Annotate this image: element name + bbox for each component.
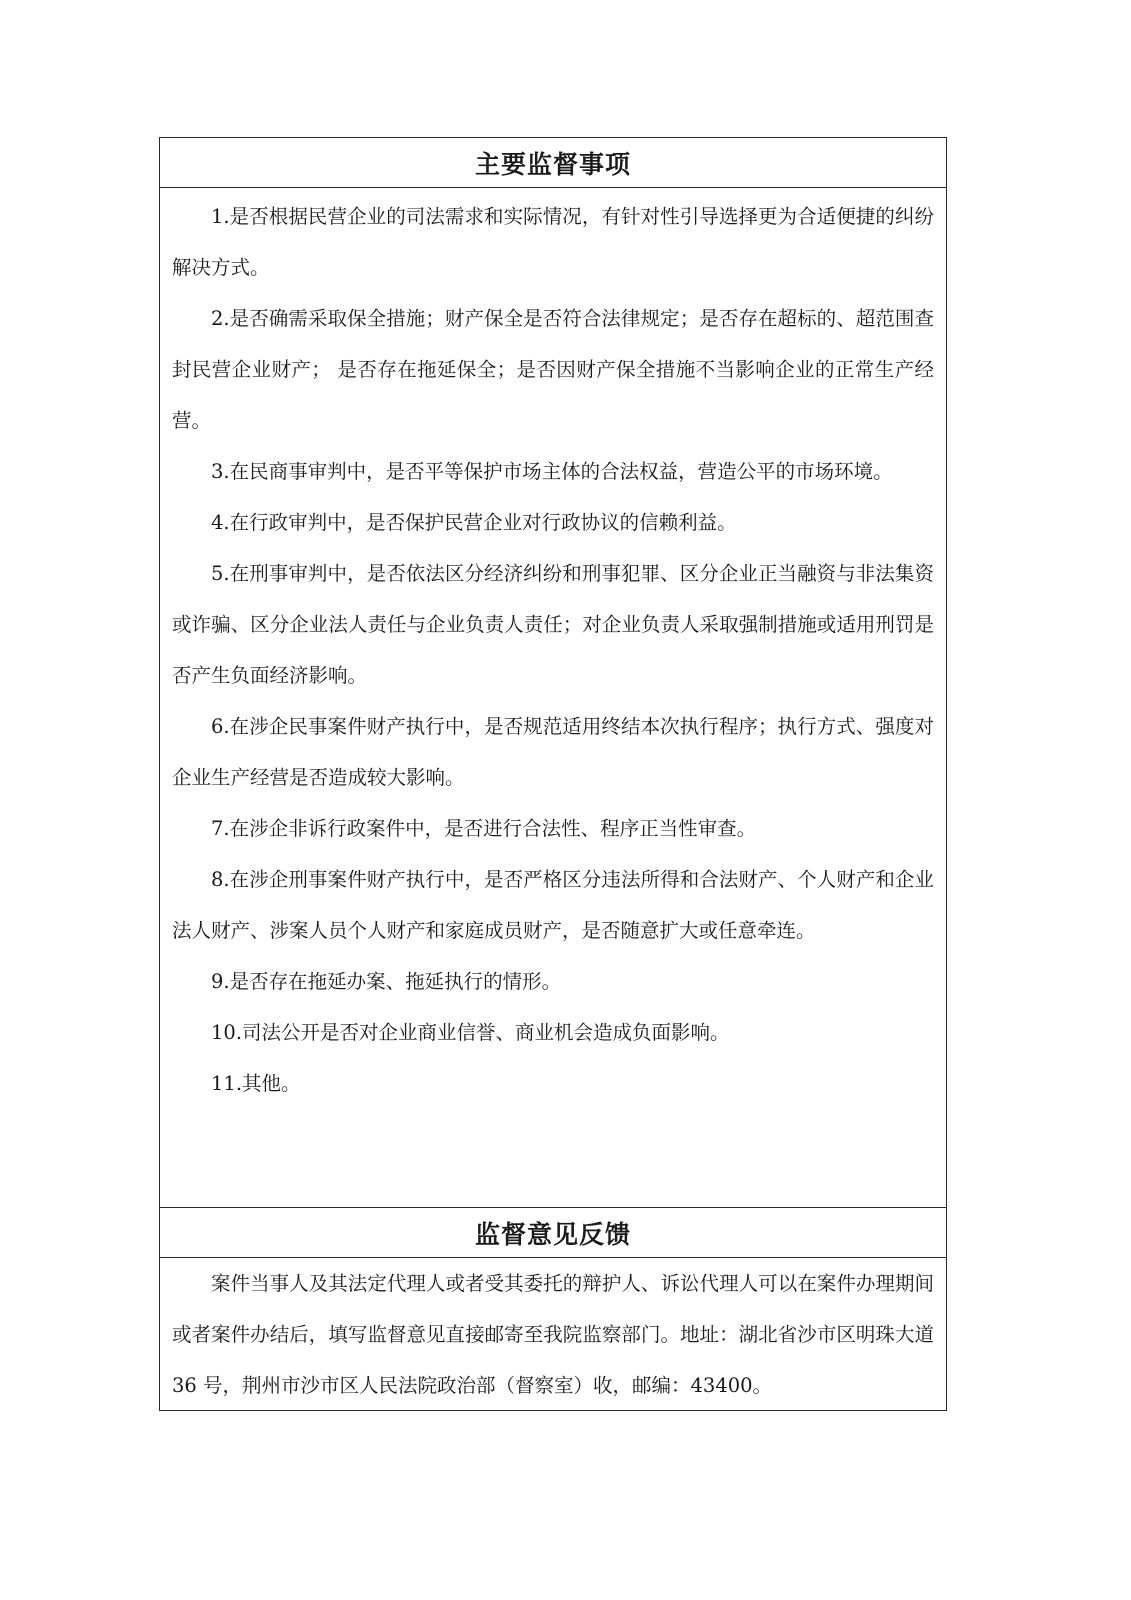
list-item: 11.其他。 bbox=[211, 1072, 301, 1095]
list-item: 3.在民商事审判中，是否平等保护市场主体的合法权益，营造公平的市场环境。 bbox=[211, 460, 893, 483]
list-item: 4.在行政审判中，是否保护民营企业对行政协议的信赖利益。 bbox=[211, 511, 737, 534]
list-item: 6.在涉企民事案件财产执行中，是否规范适用终结本次执行程序；执行方式、强度对企业生产经营是否造成较大影响。 bbox=[172, 715, 934, 789]
list-item: 9.是否存在拖延办案、拖延执行的情形。 bbox=[211, 970, 562, 993]
main-items-body bbox=[160, 188, 946, 1208]
list-item: 2.是否确需采取保全措施；财产保全是否符合法律规定；是否存在超标的、超范围查封民营企业财产； 是否存在拖延保全；是否因财产保全措施不当影响企业的正常生产经营。 bbox=[172, 307, 934, 432]
list-item: 8.在涉企刑事案件财产执行中，是否严格区分违法所得和合法财产、个人财产和企业法人财产、涉案人员个人财产和家庭成员财产，是否随意扩大或任意牵连。 bbox=[172, 868, 934, 942]
section-title-feedback: 监督意见反馈 bbox=[160, 1208, 946, 1258]
list-item: 5.在刑事审判中，是否依法区分经济纠纷和刑事犯罪、区分企业正当融资与非法集资或诈骗、区分企业法人责任与企业负责人责任；对企业负责人采取强制措施或适用刑罚是否产生负面经济影响。 bbox=[172, 562, 934, 687]
list-item: 10.司法公开是否对企业商业信誉、商业机会造成负面影响。 bbox=[211, 1021, 730, 1044]
section-title-main-items: 主要监督事项 bbox=[160, 138, 946, 188]
supervision-table bbox=[159, 137, 947, 1411]
feedback-paragraph: 案件当事人及其法定代理人或者受其委托的辩护人、诉讼代理人可以在案件办理期间或者案件办结后，填写监督意见直接邮寄至我院监察部门。地址：湖北省沙市区明珠大道 36 号，荆州市沙市区人民法院政治部（督察室）收，邮编：43400。 bbox=[172, 1272, 934, 1397]
feedback-body bbox=[160, 1258, 946, 1410]
list-item: 7.在涉企非诉行政案件中，是否进行合法性、程序正当性审查。 bbox=[211, 817, 757, 840]
list-item: 1.是否根据民营企业的司法需求和实际情况，有针对性引导选择更为合适便捷的纠纷解决方式。 bbox=[172, 205, 934, 279]
